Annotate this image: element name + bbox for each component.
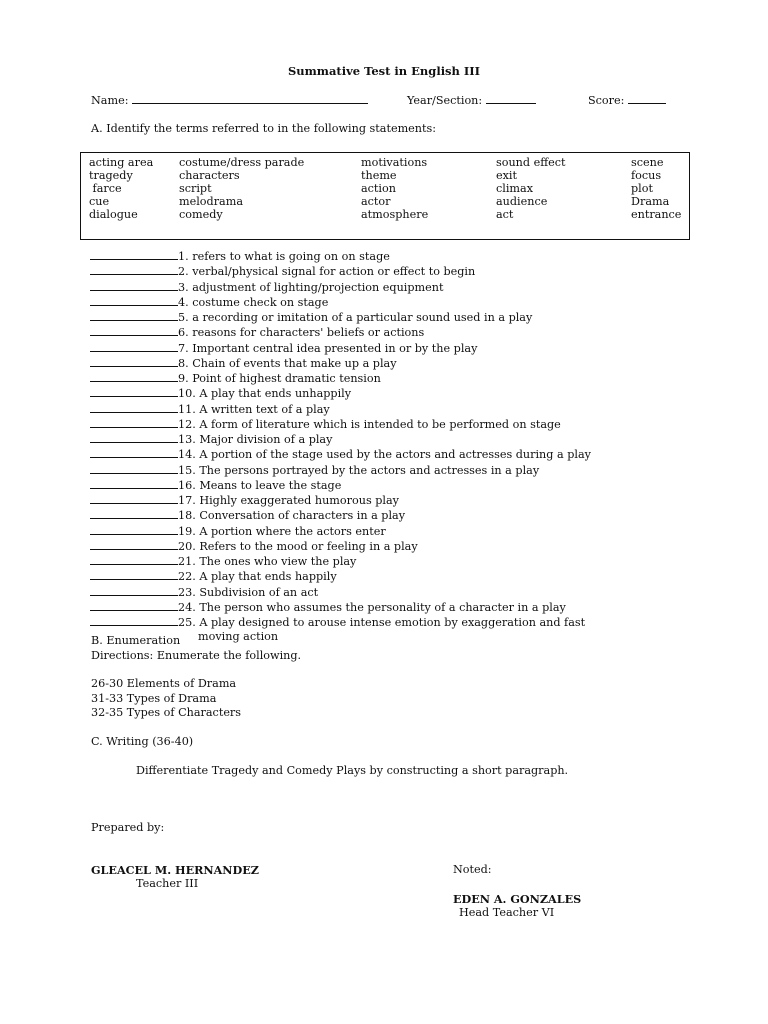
word-bank-term: Drama xyxy=(631,195,670,208)
answer-blank xyxy=(90,417,178,428)
noter-name: EDEN A. GONZALES xyxy=(453,892,582,906)
question-item xyxy=(90,371,591,386)
word-bank-term: audience xyxy=(496,195,548,208)
question-text: 24. The person who assumes the personality of a character in a play xyxy=(178,600,566,614)
identification-items xyxy=(90,249,591,645)
section-c-instruction: Differentiate Tragedy and Comedy Plays by constructing a short paragraph. xyxy=(136,764,569,777)
word-bank-term: climax xyxy=(496,182,534,195)
word-bank-term: entrance xyxy=(631,208,682,221)
question-item xyxy=(90,386,591,401)
preparer-title: Teacher III xyxy=(136,877,199,890)
word-bank-column xyxy=(496,156,566,221)
answer-blank xyxy=(90,371,178,382)
question-item xyxy=(90,524,591,539)
name-blank xyxy=(132,93,368,104)
question-item xyxy=(90,356,591,371)
score-blank xyxy=(628,93,666,104)
question-item xyxy=(90,585,591,600)
question-text: 9. Point of highest dramatic tension xyxy=(178,372,381,385)
year-section-blank xyxy=(486,93,536,104)
prepared-by-label: Prepared by: xyxy=(91,821,165,834)
word-bank-term: farce xyxy=(89,182,122,195)
word-bank-term: script xyxy=(179,182,212,195)
question-item xyxy=(90,615,591,630)
answer-blank xyxy=(90,585,178,596)
question-item xyxy=(90,264,591,279)
word-bank-term: atmosphere xyxy=(361,208,429,221)
answer-blank xyxy=(90,310,178,321)
answer-blank xyxy=(90,325,178,336)
question-item xyxy=(90,569,591,584)
question-item xyxy=(90,554,591,569)
question-text: 1. refers to what is going on on stage xyxy=(178,250,390,263)
answer-blank xyxy=(90,264,178,275)
question-item xyxy=(90,539,591,554)
question-text: 8. Chain of events that make up a play xyxy=(178,356,397,370)
question-text: 7. Important central idea presented in or by the play xyxy=(178,341,478,355)
enumeration-item: 26-30 Elements of Drama xyxy=(91,677,237,690)
answer-blank xyxy=(90,432,178,443)
question-item xyxy=(90,432,591,447)
question-text: 20. Refers to the mood or feeling in a play xyxy=(178,539,418,553)
question-item xyxy=(90,478,591,493)
section-b-directions: Directions: Enumerate the following. xyxy=(91,648,302,662)
word-bank-term: act xyxy=(496,208,514,221)
question-text: 14. A portion of the stage used by the actors and actresses during a play xyxy=(178,448,591,462)
question-text: 2. verbal/physical signal for action or effect to begin xyxy=(178,265,476,279)
word-bank xyxy=(80,152,690,240)
answer-blank xyxy=(90,508,178,519)
question-text: 12. A form of literature which is intended to be performed on stage xyxy=(178,417,561,431)
word-bank-column xyxy=(89,156,153,221)
question-text: 17. Highly exaggerated humorous play xyxy=(178,494,399,507)
question-text: 18. Conversation of characters in a play xyxy=(178,509,406,523)
question-item xyxy=(90,310,591,325)
answer-blank xyxy=(90,554,178,565)
question-text: 11. A written text of a play xyxy=(178,402,330,416)
word-bank-term: characters xyxy=(179,169,240,182)
answer-blank xyxy=(90,600,178,611)
question-text: 15. The persons portrayed by the actors and actresses in a play xyxy=(178,463,540,477)
question-text: 23. Subdivision of an act xyxy=(178,585,319,599)
enumeration-item: 31-33 Types of Drama xyxy=(91,691,217,705)
word-bank-term: actor xyxy=(361,195,391,208)
answer-blank xyxy=(90,447,178,458)
question-item xyxy=(90,280,591,295)
name-field xyxy=(91,93,368,107)
question-text: 22. A play that ends happily xyxy=(178,570,337,584)
word-bank-term: action xyxy=(361,182,396,195)
word-bank-term: melodrama xyxy=(179,195,244,208)
question-item xyxy=(90,341,591,356)
word-bank-term: cue xyxy=(89,195,110,208)
question-text: 21. The ones who view the play xyxy=(178,555,357,568)
question-text: 10. A play that ends unhappily xyxy=(178,387,352,401)
answer-blank xyxy=(90,539,178,550)
word-bank-column xyxy=(179,156,304,221)
question-item xyxy=(90,402,591,417)
word-bank-column xyxy=(631,156,681,221)
word-bank-term: scene xyxy=(631,156,664,169)
question-text: 25. A play designed to arouse intense emotion by exaggeration and fast xyxy=(178,616,586,629)
word-bank-term: theme xyxy=(361,169,397,182)
word-bank-term: tragedy xyxy=(89,169,133,182)
answer-blank xyxy=(90,463,178,474)
answer-blank xyxy=(90,478,178,489)
question-text: 4. costume check on stage xyxy=(178,295,329,309)
noter-title: Head Teacher VI xyxy=(459,906,555,919)
question-item xyxy=(90,600,591,615)
answer-blank xyxy=(90,341,178,352)
word-bank-term: exit xyxy=(496,169,518,182)
answer-blank xyxy=(90,524,178,535)
year-section-label: Year/Section: xyxy=(407,94,483,107)
section-b xyxy=(91,634,301,721)
question-item xyxy=(90,463,591,478)
answer-blank xyxy=(90,356,178,367)
word-bank-term: dialogue xyxy=(89,208,138,221)
word-bank-term: costume/dress parade xyxy=(179,156,305,169)
answer-blank xyxy=(90,386,178,397)
page-title: Summative Test in English III xyxy=(287,64,481,78)
score-label: Score: xyxy=(588,94,625,107)
answer-blank xyxy=(90,280,178,291)
score-field xyxy=(588,93,666,107)
question-item xyxy=(90,295,591,310)
question-item xyxy=(90,447,591,462)
question-item xyxy=(90,508,591,523)
name-label: Name: xyxy=(91,94,129,107)
question-text: 19. A portion where the actors enter xyxy=(178,524,386,538)
question-text: 5. a recording or imitation of a particular sound used in a play xyxy=(178,311,533,324)
question-text: 3. adjustment of lighting/projection equipment xyxy=(178,280,444,294)
word-bank-term: motivations xyxy=(361,156,428,169)
question-item xyxy=(90,493,591,508)
word-bank-term: comedy xyxy=(179,208,223,221)
question-item xyxy=(90,325,591,340)
question-text: 6. reasons for characters' beliefs or actions xyxy=(178,326,425,340)
answer-blank xyxy=(90,402,178,413)
answer-blank xyxy=(90,295,178,306)
word-bank-term: sound effect xyxy=(496,156,566,169)
preparer-name: GLEACEL M. HERNANDEZ xyxy=(91,863,259,877)
question-item xyxy=(90,249,591,264)
answer-blank xyxy=(90,615,178,626)
word-bank-column xyxy=(361,156,428,221)
word-bank-term: plot xyxy=(631,182,653,195)
word-bank-term: focus xyxy=(631,169,662,182)
year-section-field xyxy=(407,93,536,107)
question-text: 16. Means to leave the stage xyxy=(178,478,342,492)
noted-label: Noted: xyxy=(453,863,492,876)
question-continuation: moving action xyxy=(198,630,279,644)
section-b-heading: B. Enumeration xyxy=(91,634,181,647)
answer-blank xyxy=(90,569,178,580)
answer-blank xyxy=(90,249,178,260)
word-bank-term: acting area xyxy=(89,156,154,169)
question-text: 13. Major division of a play xyxy=(178,433,333,446)
answer-blank xyxy=(90,493,178,504)
question-item xyxy=(90,417,591,432)
enumeration-item: 32-35 Types of Characters xyxy=(91,706,242,719)
section-a-heading: A. Identify the terms referred to in the following statements: xyxy=(91,122,437,135)
section-c-heading: C. Writing (36-40) xyxy=(91,735,194,748)
